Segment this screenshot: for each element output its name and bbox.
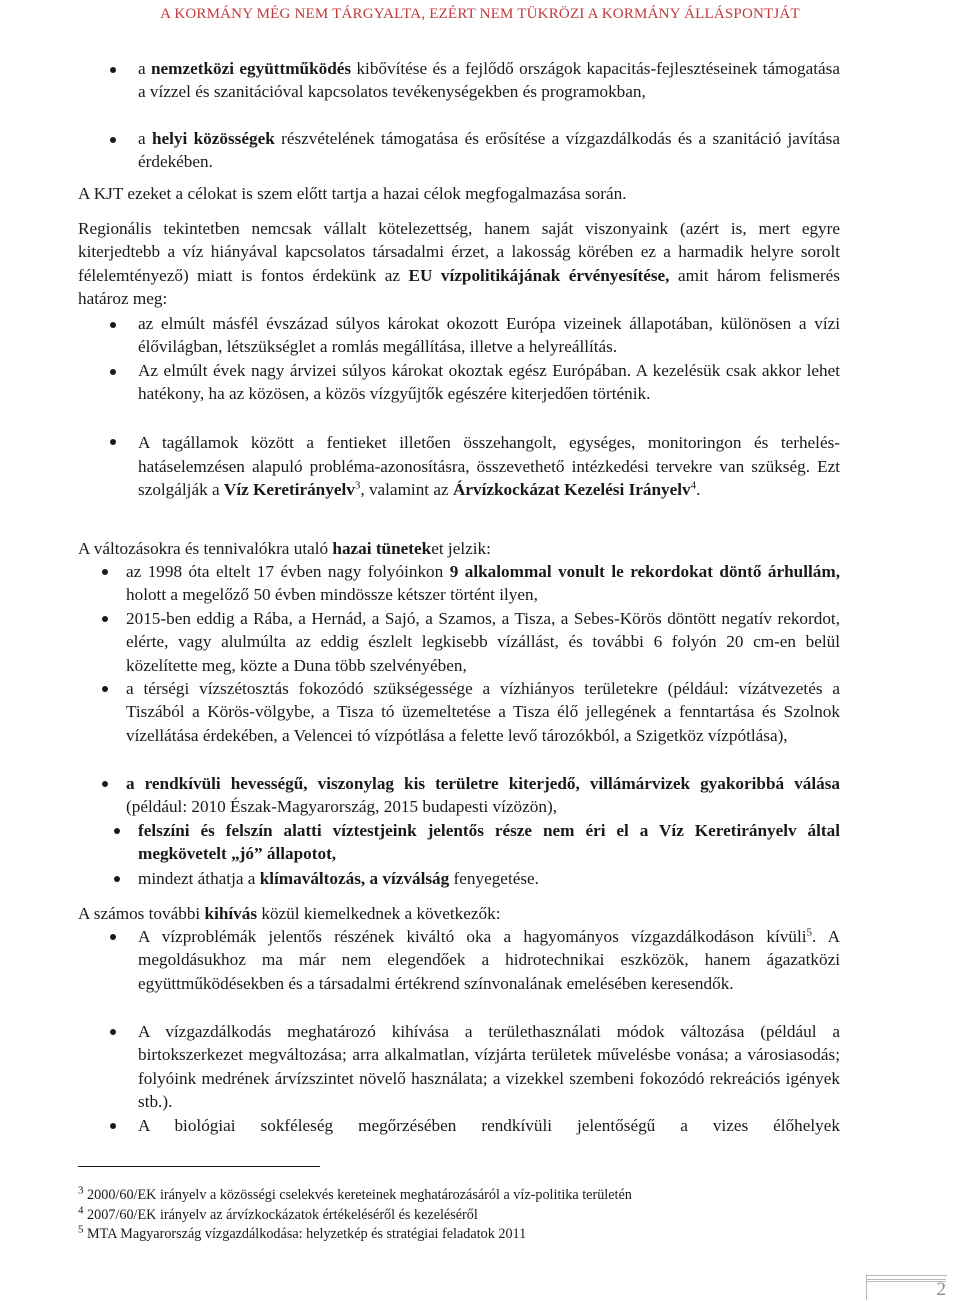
page-header: A KORMÁNY MÉG NEM TÁRGYALTA, EZÉRT NEM TÜKRÖZI A KORMÁNY ÁLLÁSPONTJÁT (160, 6, 800, 22)
list-item: a nemzetközi együttműködés kibővítése és a fejlődő országok kapacitás-fejlesztéseinek támogatása a vízzel és szanitációval kapcsolatos tevékenységekben és programokban, (138, 59, 840, 102)
list-item: felszíni és felszín alatti víztestjeink jelentős része nem éri el a Víz Keretirányelv által megkövetelt „jó” állapotot, (138, 821, 840, 864)
bullet (110, 1029, 116, 1035)
list-item: az elmúlt másfél évszázad súlyos károkat okozott Európa vizeinek állapotában, különösen a vízi élővilágban, létszükséglet a romlás megállítása, illetve a helyreállítás. (138, 314, 840, 357)
footnote-separator (78, 1166, 320, 1167)
bullet (110, 1123, 116, 1129)
paragraph: A változásokra és tennivalókra utaló hazai tüneteket jelzik: (78, 539, 491, 558)
bullet (110, 67, 116, 73)
list-item: a térségi vízszétosztás fokozódó szükségessége a vízhiányos területekre (például: vízátvezetés a Tiszából a Körös-völgybe, a Tisza tó üzemeltetése a Tisza élő jellegének a fenntartása és Szolnok vízellátása érdekében, a Velencei tó vízpótlása a felette levő tározókból, a Szigetköz vízpótlása), (126, 679, 840, 745)
paragraph: A számos további kihívás közül kiemelkednek a következők: (78, 904, 501, 923)
bullet (110, 137, 116, 143)
list-item: A vízgazdálkodás meghatározó kihívása a területhasználati módok változása (például a birtokszerkezet megváltozása; arra alkalmatlan, vízjárta területek művelésbe vonása; a városiasodás; folyóink medrének árvízszintet növelő használata; a vizekkel szembeni fokozódó rekreációs igények stb.). (138, 1022, 840, 1112)
list-item: a rendkívüli hevességű, viszonylag kis területre kiterjedő, villámárvizek gyakoribbá válása (például: 2010 Észak-Magyarország, 2015 budapesti vízözön), (126, 774, 840, 817)
paragraph: Regionális tekintetben nemcsak vállalt kötelezettség, hanem saját viszonyaink (azért is, mert egyre kiterjedtebb a víz hiányával kapcsolatos társadalmi érzet, a lakosság körében ez a harmadik helyre sorolt félelemtényező) miatt is fontos érdekünk az EU vízpolitikájának érvényesítése, amit három felismerés határoz meg: (78, 219, 840, 309)
bullet (110, 439, 116, 445)
bullet (114, 876, 120, 882)
bullet (114, 828, 120, 834)
bullet (102, 616, 108, 622)
paragraph: A KJT ezeket a célokat is szem előtt tartja a hazai célok megfogalmazása során. (78, 184, 627, 203)
list-item: A tagállamok között a fentieket illetően összehangolt, egységes, monitoringon és terhelés-hatáselemzésen alapuló probléma-azonosításra, összevethető intézkedési tervekre van szükség. Ezt szolgálják a Víz Keretirányelv$^3$, valamint az Árvízkockázat Kezelési Irányelv$^4$. (138, 433, 840, 500)
footnote: $^4$ 2007/60/EK irányelv az árvízkockázatok értékeléséről és kezeléséről (78, 1204, 478, 1223)
list-item: Az elmúlt évek nagy árvizei súlyos károkat okoztak egész Európában. A kezelésük csak akkor lehet hatékony, ha az közösen, a közös vízgyűjtők egészére kiterjedően történik. (138, 361, 840, 404)
footnote: $^5$ MTA Magyarország vízgazdálkodása: helyzetkép és stratégiai feladatok 2011 (78, 1223, 527, 1242)
bullet (102, 686, 108, 692)
list-item: A biológiai sokféleség megőrzésében rendkívüli jelentőségű a vizes élőhelyek (138, 1116, 840, 1135)
bullet (110, 934, 116, 940)
bullet (102, 781, 108, 787)
list-item: a helyi közösségek részvételének támogatása és erősítése a vízgazdálkodás és a szanitáció javítása érdekében. (138, 129, 840, 172)
list-item: az 1998 óta eltelt 17 évben nagy folyóinkon 9 alkalommal vonult le rekordokat döntő árhullám, holott a megelőző 50 évben mindössze kétszer történt ilyen, (126, 562, 840, 605)
footnote: $^3$ 2000/60/EK irányelv a közösségi cselekvés kereteinek meghatározásáról a víz-politika területén (78, 1184, 632, 1203)
bullet (110, 322, 116, 328)
bullet (110, 369, 116, 375)
list-item: A vízproblémák jelentős részének kiváltó oka a hagyományos vízgazdálkodáson kívüli$^5$. A megoldásukhoz ma már nem elegendőek a hidrotechnikai eszközök, hanem ágazatközi együttműködésekben és a társadalmi értékrend színvonalának emelésében keresendők. (138, 926, 840, 993)
list-item: mindezt áthatja a klímaváltozás, a vízválság fenyegetése. (138, 869, 539, 888)
list-item: 2015-ben eddig a Rába, a Hernád, a Sajó, a Szamos, a Tisza, a Sebes-Körös döntött negatív rekordot, elérte, vagy alulmúlta az eddig észlelt legkisebb vízállást, és további 6 folyón 20 cm-en belül közelítette meg, közte a Duna több szelvényében, (126, 609, 840, 675)
bullet (102, 569, 108, 575)
page-number: 2 (936, 1279, 946, 1300)
